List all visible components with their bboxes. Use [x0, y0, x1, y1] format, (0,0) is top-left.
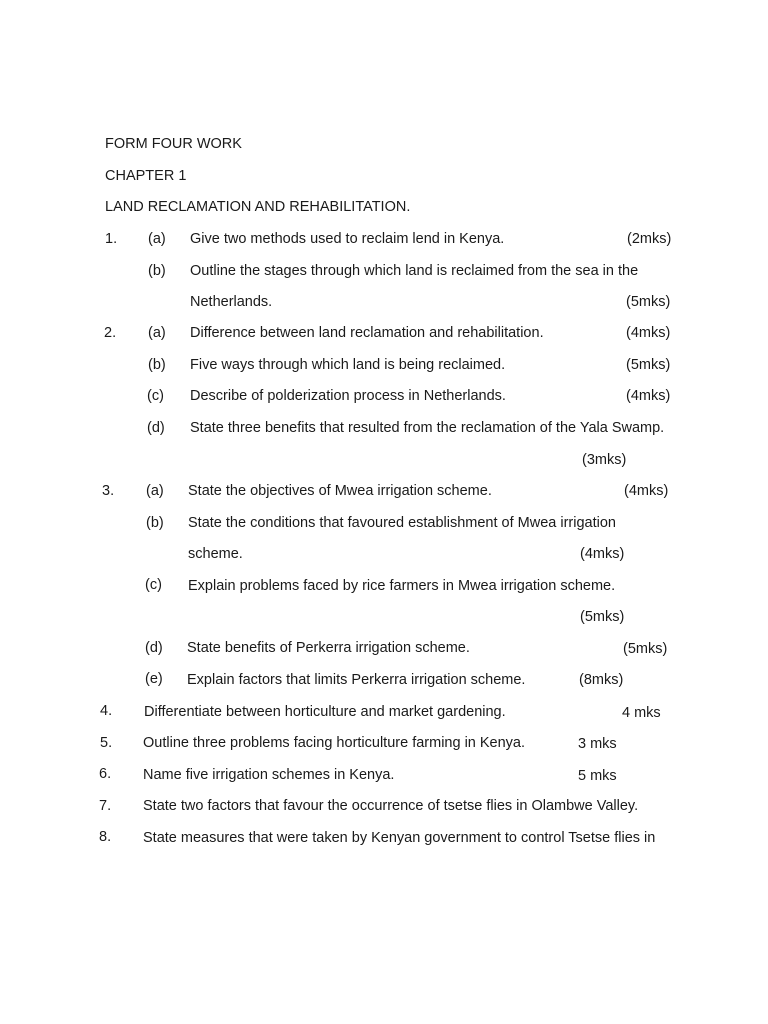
question-text: Five ways through which land is being reclaimed.	[190, 357, 506, 373]
question-number: 2.	[104, 325, 117, 341]
question-text: State measures that were taken by Kenyan government to control Tsetse flies in	[143, 830, 656, 846]
question-text: Name five irrigation schemes in Kenya.	[143, 767, 395, 783]
part-label: (d)	[145, 640, 163, 656]
question-text: Difference between land reclamation and rehabilitation.	[190, 325, 544, 341]
marks: (2mks)	[627, 231, 672, 247]
part-label: (a)	[148, 325, 166, 341]
marks: (5mks)	[626, 294, 671, 310]
marks: (3mks)	[582, 452, 627, 468]
question-text: Differentiate between horticulture and market gardening.	[144, 704, 506, 720]
question-text: Explain factors that limits Perkerra irrigation scheme.	[187, 672, 526, 688]
question-number: 7.	[99, 798, 112, 814]
question-text-continued: Netherlands.	[190, 294, 273, 310]
question-number: 8.	[99, 829, 112, 845]
marks: 3 mks	[578, 736, 617, 752]
topic-heading: LAND RECLAMATION AND REHABILITATION.	[105, 199, 411, 215]
part-label: (c)	[147, 388, 164, 404]
marks: (8mks)	[579, 672, 624, 688]
part-label: (d)	[147, 420, 165, 436]
question-text: Describe of polderization process in Netherlands.	[190, 388, 506, 404]
part-label: (a)	[148, 231, 166, 247]
question-number: 5.	[100, 735, 113, 751]
part-label: (b)	[148, 357, 166, 373]
page-title: FORM FOUR WORK	[105, 136, 242, 152]
marks: 4 mks	[622, 705, 661, 721]
part-label: (e)	[145, 671, 163, 687]
part-label: (b)	[146, 515, 164, 531]
question-text: State the objectives of Mwea irrigation scheme.	[188, 483, 492, 499]
marks: (5mks)	[626, 357, 671, 373]
chapter-heading: CHAPTER 1	[105, 168, 187, 184]
marks: (5mks)	[580, 609, 625, 625]
question-text: State the conditions that favoured establishment of Mwea irrigation	[188, 515, 616, 531]
part-label: (b)	[148, 263, 166, 279]
marks: (4mks)	[624, 483, 669, 499]
question-text: Give two methods used to reclaim lend in Kenya.	[190, 231, 505, 247]
question-text: State three benefits that resulted from the reclamation of the Yala Swamp.	[190, 420, 665, 436]
question-text: State two factors that favour the occurrence of tsetse flies in Olambwe Valley.	[143, 798, 639, 814]
question-number: 1.	[105, 231, 118, 247]
question-number: 4.	[100, 703, 113, 719]
question-text: Outline the stages through which land is reclaimed from the sea in the	[190, 263, 639, 279]
marks: (4mks)	[626, 325, 671, 341]
marks: (4mks)	[626, 388, 671, 404]
marks: 5 mks	[578, 768, 617, 784]
question-text: State benefits of Perkerra irrigation scheme.	[187, 640, 470, 656]
question-number: 3.	[102, 483, 115, 499]
part-label: (c)	[145, 577, 162, 593]
question-text: Outline three problems facing horticulture farming in Kenya.	[143, 735, 526, 751]
marks: (5mks)	[623, 641, 668, 657]
question-text: Explain problems faced by rice farmers in Mwea irrigation scheme.	[188, 578, 616, 594]
question-text-continued: scheme.	[188, 546, 243, 562]
part-label: (a)	[146, 483, 164, 499]
question-number: 6.	[99, 766, 112, 782]
marks: (4mks)	[580, 546, 625, 562]
